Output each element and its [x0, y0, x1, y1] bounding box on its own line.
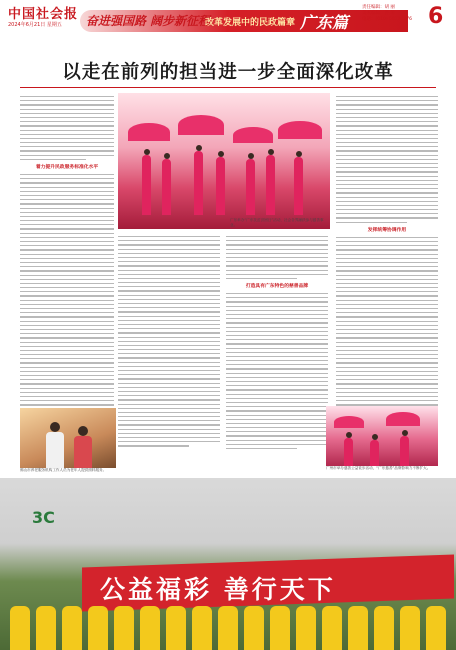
bottom-photo-lottery-event — [0, 478, 456, 650]
main-photo-caption: 广东举办“广东扶贫济困日”活动，社会各界踊跃参与慈善事业。 — [230, 218, 324, 227]
phone-line: 电话：(010) 58124876 — [362, 17, 412, 22]
text-column-mid-1 — [118, 236, 220, 450]
text-column-mid-2 — [226, 236, 328, 452]
paper-date: 2024年6月21日 星期五 — [8, 22, 62, 28]
art-editor-line: 美术编辑：乔 琳 — [362, 11, 395, 16]
masthead-slogan-sub: 改革发展中的民政篇章 — [205, 18, 296, 28]
event-logo: 3C — [32, 508, 55, 527]
body-text-block — [336, 96, 438, 223]
subhead: 着力提升民政服务标准化水平 — [35, 165, 99, 170]
body-text-block — [20, 96, 114, 160]
right-photo-caption: 广州市举办慈善公益徒步活动，“广东慈善”品牌影响力不断扩大。 — [326, 466, 431, 470]
body-text-block — [226, 236, 328, 279]
editor-line: 责任编辑：胡 丽 — [362, 5, 395, 10]
headline: 以走在前列的担当进一步全面深化改革 — [62, 62, 394, 83]
subhead: 打造具有广东特色的慈善品牌 — [245, 284, 309, 290]
paper-name: 中国社会报 — [8, 7, 79, 22]
banner-slogan: 公益福彩 善行天下 — [100, 575, 336, 604]
masthead-slogan: 奋进强国路 阔步新征程 — [86, 14, 211, 28]
section-title: 广东篇 — [300, 13, 349, 32]
headline-rule — [20, 87, 436, 88]
body-text-block — [226, 293, 328, 449]
page-number: 6 — [428, 4, 444, 29]
main-photo-parade — [118, 93, 330, 229]
subhead: 发挥统筹协调作用 — [367, 227, 407, 233]
masthead — [0, 0, 456, 42]
text-column-left — [20, 96, 114, 455]
photo-elderly-care — [20, 408, 116, 468]
body-text-block — [118, 236, 220, 447]
edition-info — [362, 5, 412, 23]
left-photo-caption: 佛山市养老服务机构工作人员为老年人提供照料服务。 — [20, 468, 107, 472]
photo-charity-walk — [326, 406, 438, 466]
